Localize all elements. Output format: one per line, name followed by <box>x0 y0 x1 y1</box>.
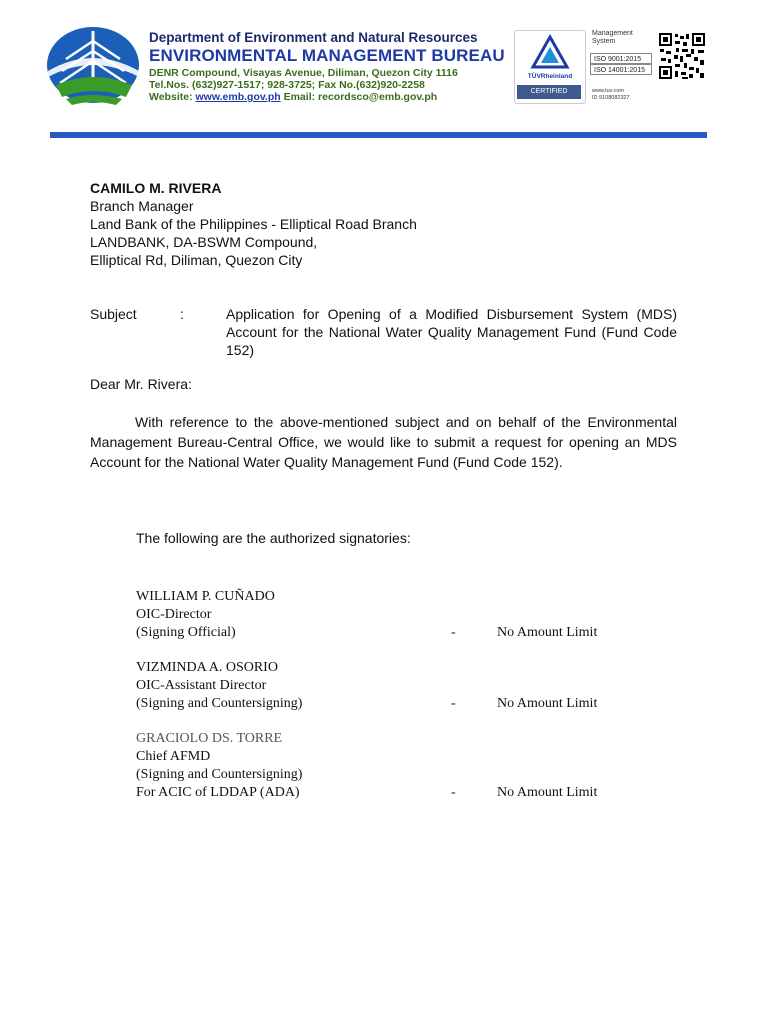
department-name: Department of Environment and Natural Resources <box>149 30 478 45</box>
salutation: Dear Mr. Rivera: <box>90 376 192 392</box>
website-label: Website: <box>149 91 193 103</box>
signatory-role: (Signing and Countersigning) <box>136 696 303 711</box>
ms-title-line2: System <box>592 38 616 45</box>
signatory-position: OIC-Director <box>136 607 212 622</box>
qr-code-icon <box>658 32 706 80</box>
signatories-intro: The following are the authorized signatories: <box>136 530 411 546</box>
recipient-title: Branch Manager <box>90 198 194 214</box>
emb-logo <box>46 25 141 107</box>
recipient-bank: Land Bank of the Philippines - Elliptical Road Branch <box>90 216 417 232</box>
signatory-name: WILLIAM P. CUÑADO <box>136 589 275 604</box>
signatory-role: (Signing Official) <box>136 625 236 640</box>
signatory-dash: - <box>451 785 456 800</box>
body-paragraph: With reference to the above-mentioned subject and on behalf of the Environmental Management Bureau-Central Office, we would like to submit a request for opening an MDS Account for the National Water Quality Management Fund (Fund Code 152). <box>90 414 677 470</box>
signatory-role: (Signing and Countersigning) <box>136 767 303 782</box>
signatory-limit: No Amount Limit <box>497 625 598 640</box>
recipient-name: CAMILO M. RIVERA <box>90 180 222 196</box>
signatory-role-extra: For ACIC of LDDAP (ADA) <box>136 785 300 800</box>
recipient-compound: LANDBANK, DA-BSWM Compound, <box>90 234 318 250</box>
iso-9001: ISO 9001:2015 <box>590 53 652 64</box>
subject-colon: : <box>180 306 184 322</box>
signatory-name: GRACIOLO DS. TORRE <box>136 731 283 746</box>
signatory-position: Chief AFMD <box>136 749 211 764</box>
tuv-triangle-icon <box>515 31 585 75</box>
bureau-phone: Tel.Nos. (632)927-1517; 928-3725; Fax No.(632)920-2258 <box>149 79 425 91</box>
email-text: Email: recordsco@emb.gov.ph <box>283 91 438 103</box>
cert-brand: TÜVRheinland <box>527 73 573 80</box>
signatory-name: VIZMINDA A. OSORIO <box>136 660 278 675</box>
signatory-position: OIC-Assistant Director <box>136 678 267 693</box>
header-divider <box>50 132 707 138</box>
recipient-street: Elliptical Rd, Diliman, Quezon City <box>90 252 303 268</box>
signatory-limit: No Amount Limit <box>497 696 598 711</box>
signatory-dash: - <box>451 696 456 711</box>
ms-web: www.tuv.com <box>592 88 624 94</box>
cert-label: CERTIFIED <box>517 85 581 99</box>
subject-label: Subject <box>90 306 137 322</box>
ms-web-info <box>592 88 630 101</box>
subject-text: Application for Opening of a Modified Disbursement System (MDS) Account for the National Water Quality Management Fund (Fund Code 152) <box>226 306 677 358</box>
website-link[interactable]: www.emb.gov.ph <box>195 91 281 103</box>
iso-14001: ISO 14001:2015 <box>590 64 652 75</box>
bureau-name: ENVIRONMENTAL MANAGEMENT BUREAU <box>149 46 505 65</box>
management-system-title <box>592 30 633 46</box>
bureau-contact <box>149 91 437 103</box>
signatory-limit: No Amount Limit <box>497 785 598 800</box>
signatory-dash: - <box>451 625 456 640</box>
bureau-address: DENR Compound, Visayas Avenue, Diliman, Quezon City 1116 <box>149 67 458 79</box>
ms-title-line1: Management <box>592 30 633 37</box>
ms-id: ID 9108082327 <box>592 94 630 101</box>
